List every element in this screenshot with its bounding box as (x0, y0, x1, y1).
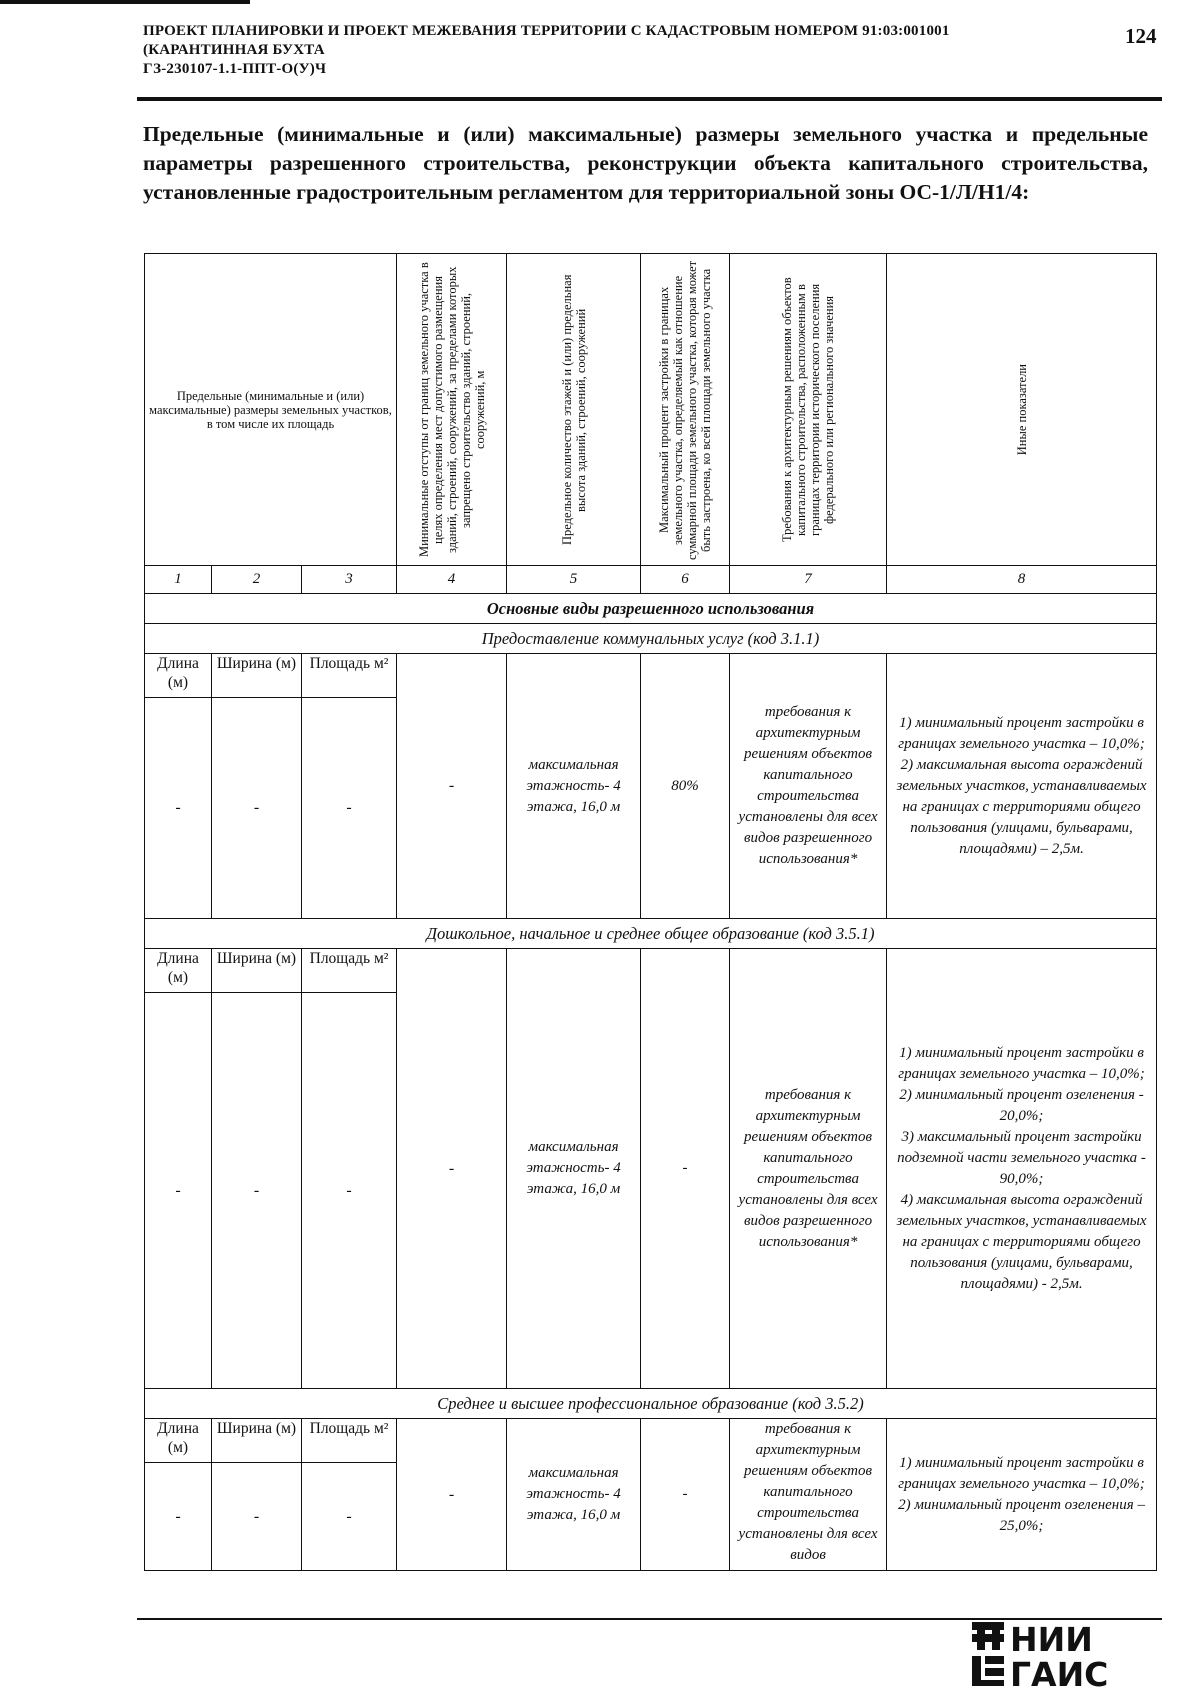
length-value: - (145, 1463, 212, 1571)
header-cell-plot-sizes: Предельные (минимальные и (или) максимальные) размеры земельных участков, в том числе их площадь (145, 254, 397, 566)
col-number: 7 (730, 566, 887, 594)
col-number: 1 (145, 566, 212, 594)
length-label: Длина (м) (145, 949, 212, 993)
col-number: 4 (397, 566, 507, 594)
setback-value: - (397, 1419, 507, 1571)
other-indicators: 1) минимальный процент застройки в границах земельного участка – 10,0%; 2) минимальный процент озеленения – 25,0%; (887, 1419, 1157, 1571)
floors-value: максимальная этажность- 4 этажа, 16,0 м (507, 654, 641, 919)
architecture-value: требования к архитектурным решениям объектов капитального строительства установлены для всех видов (730, 1419, 887, 1571)
group-title: Предоставление коммунальных услуг (код 3.1.1) (145, 624, 1157, 654)
length-value: - (145, 993, 212, 1389)
floors-value: максимальная этажность- 4 этажа, 16,0 м (507, 1419, 641, 1571)
scan-corner-line (0, 0, 250, 4)
length-label: Длина (м) (145, 1419, 212, 1463)
width-label: Ширина (м) (212, 654, 302, 698)
header-line-1: ПРОЕКТ ПЛАНИРОВКИ И ПРОЕКТ МЕЖЕВАНИЯ ТЕРРИТОРИИ С КАДАСТРОВЫМ НОМЕРОМ 91:03:001001 (143, 23, 950, 39)
table-row (145, 949, 1157, 993)
header-cell-setbacks: Минимальные отступы от границ земельного участка в целях определения мест допустимого размещения зданий, строений, сооружений, за пределами которых запрещено строительство зданий, строений, сооружений, м (397, 254, 507, 566)
architecture-value: требования к архитектурным решениям объектов капитального строительства установлены для всех видов разрешенного использования* (730, 949, 887, 1389)
section-heading: Предельные (минимальные и (или) максимальные) размеры земельного участка и предельные параметры разрешенного строительства, реконструкции объекта капитального строительства, установленные градостроительным регламентом для территориальной зоны ОС-1/Л/Н1/4: (143, 122, 1148, 204)
col-number: 6 (641, 566, 730, 594)
column-number-row (145, 566, 1157, 594)
header-cell-coverage: Максимальный процент застройки в границах земельного участка, определяемый как отношение суммарной площади земельного участка, которая может быть застроена, ко всей площади земельного участка (641, 254, 730, 566)
area-label: Площадь м² (302, 949, 397, 993)
coverage-value: - (641, 949, 730, 1389)
section-title-row (145, 594, 1157, 624)
width-value: - (212, 993, 302, 1389)
setback-value: - (397, 949, 507, 1389)
area-label: Площадь м² (302, 654, 397, 698)
table-header-row (145, 254, 1157, 566)
col-number: 5 (507, 566, 641, 594)
setback-value: - (397, 654, 507, 919)
header-cell-architecture: Требования к архитектурным решениям объектов капитального строительства, расположенным в границах территории исторического поселения федерального или регионального значения (730, 254, 887, 566)
page-number: 124 (1125, 24, 1157, 48)
logo-bottom-text: ГАИС (1010, 1655, 1109, 1690)
length-label: Длина (м) (145, 654, 212, 698)
col-number: 2 (212, 566, 302, 594)
area-value: - (302, 993, 397, 1389)
col-number: 3 (302, 566, 397, 594)
document-header (143, 22, 1043, 79)
area-label: Площадь м² (302, 1419, 397, 1463)
width-label: Ширина (м) (212, 949, 302, 993)
group-title-row (145, 919, 1157, 949)
group-title-row (145, 624, 1157, 654)
col-number: 8 (887, 566, 1157, 594)
floors-value: максимальная этажность- 4 этажа, 16,0 м (507, 949, 641, 1389)
group-title: Среднее и высшее профессиональное образование (код 3.5.2) (145, 1389, 1157, 1419)
area-value: - (302, 698, 397, 919)
other-indicators: 1) минимальный процент застройки в границах земельного участка – 10,0%; 2) минимальный процент озеленения - 20,0%; 3) максимальный процент застройки подземной части земельного участка - 90,0%; 4) максимальная высота ограждений земельных участков, устанавливаемых на границах с территориями общего пользования (улицами, бульварами, площадями) - 2,5м. (887, 949, 1157, 1389)
width-value: - (212, 698, 302, 919)
header-line-2: (КАРАНТИННАЯ БУХТА (143, 42, 325, 58)
header-rule (137, 97, 1162, 101)
coverage-value: - (641, 1419, 730, 1571)
table-row (145, 1419, 1157, 1463)
header-cell-floors: Предельное количество этажей и (или) предельная высота зданий, строений, сооружений (507, 254, 641, 566)
coverage-value: 80% (641, 654, 730, 919)
width-label: Ширина (м) (212, 1419, 302, 1463)
niigais-logo (972, 1620, 1177, 1690)
header-line-3: ГЗ-230107-1.1-ППТ-О(У)Ч (143, 61, 327, 77)
regulation-table (144, 253, 1157, 1571)
header-cell-other: Иные показатели (887, 254, 1157, 566)
logo-top-text: НИИ (1010, 1620, 1093, 1659)
architecture-value: требования к архитектурным решениям объектов капитального строительства установлены для всех видов разрешенного использования* (730, 654, 887, 919)
area-value: - (302, 1463, 397, 1571)
group-title-row (145, 1389, 1157, 1419)
width-value: - (212, 1463, 302, 1571)
table-row (145, 654, 1157, 698)
section-title: Основные виды разрешенного использования (145, 594, 1157, 624)
length-value: - (145, 698, 212, 919)
other-indicators: 1) минимальный процент застройки в границах земельного участка – 10,0%; 2) максимальная высота ограждений земельных участков, устанавливаемых на границах с территориями общего пользования (улицами, бульварами, площадями) – 2,5м. (887, 654, 1157, 919)
group-title: Дошкольное, начальное и среднее общее образование (код 3.5.1) (145, 919, 1157, 949)
logo-mark-icon (972, 1622, 1004, 1686)
